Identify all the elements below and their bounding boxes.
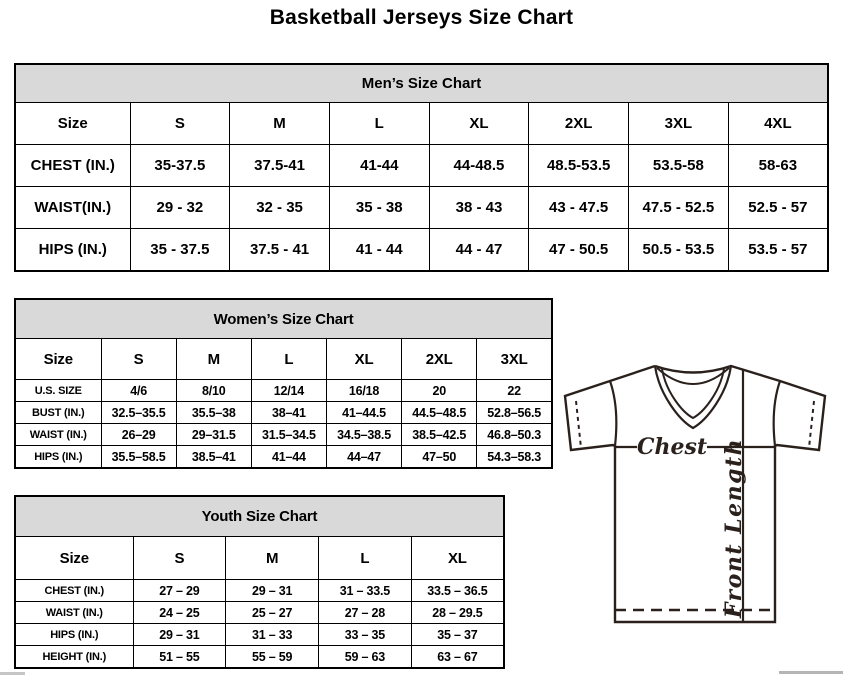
cell: 22 <box>477 380 552 402</box>
row-label: HIPS (IN.) <box>15 624 133 646</box>
cell: 29–31.5 <box>176 424 251 446</box>
row-label: CHEST (IN.) <box>15 145 130 187</box>
cell: 37.5 - 41 <box>230 229 330 272</box>
cell: 44 - 47 <box>429 229 529 272</box>
cell: 38.5–42.5 <box>402 424 477 446</box>
cell: 38 - 43 <box>429 187 529 229</box>
cell: 12/14 <box>251 380 326 402</box>
cell: 27 – 28 <box>319 602 412 624</box>
row-label: HEIGHT (IN.) <box>15 646 133 669</box>
cell: 44.5–48.5 <box>402 402 477 424</box>
page-title: Basketball Jerseys Size Chart <box>269 6 574 29</box>
row-label: WAIST(IN.) <box>15 187 130 229</box>
column-header: L <box>329 103 429 145</box>
cell: 24 – 25 <box>133 602 226 624</box>
cell: 25 – 27 <box>226 602 319 624</box>
cell: 33.5 – 36.5 <box>411 580 504 602</box>
column-header: S <box>130 103 230 145</box>
cell: 20 <box>402 380 477 402</box>
cell: 51 – 55 <box>133 646 226 669</box>
column-header: 2XL <box>402 339 477 380</box>
youth-size-table <box>14 495 505 669</box>
sleeve-seam-right <box>774 381 780 446</box>
cell: 4/6 <box>101 380 176 402</box>
cell: 46.8–50.3 <box>477 424 552 446</box>
column-header: L <box>251 339 326 380</box>
cell: 47.5 - 52.5 <box>629 187 729 229</box>
front-length-label: Front Length <box>721 437 747 619</box>
chest-label: Chest <box>636 434 708 460</box>
cell: 31 – 33 <box>226 624 319 646</box>
column-header: L <box>319 537 412 580</box>
cell: 47–50 <box>402 446 477 469</box>
header-row <box>15 103 828 145</box>
cell: 35 – 37 <box>411 624 504 646</box>
cell: 35.5–38 <box>176 402 251 424</box>
cell: 35 - 38 <box>329 187 429 229</box>
cell: 63 – 67 <box>411 646 504 669</box>
column-header: 4XL <box>728 103 828 145</box>
row-label: HIPS (IN.) <box>15 229 130 272</box>
cell: 50.5 - 53.5 <box>629 229 729 272</box>
row-label: BUST (IN.) <box>15 402 101 424</box>
table-row <box>15 446 552 469</box>
column-header: M <box>230 103 330 145</box>
column-header: XL <box>411 537 504 580</box>
jersey-outline-shape <box>565 366 825 622</box>
table-row <box>15 402 552 424</box>
mens-size-table <box>14 63 829 272</box>
table-row <box>15 646 504 669</box>
row-label: HIPS (IN.) <box>15 446 101 469</box>
table-row <box>15 187 828 229</box>
table-row <box>15 602 504 624</box>
column-header: M <box>226 537 319 580</box>
cell: 31.5–34.5 <box>251 424 326 446</box>
table-row <box>15 424 552 446</box>
sleeve-seam-left <box>610 381 616 446</box>
cell: 16/18 <box>326 380 401 402</box>
womens-size-table-title: Women’s Size Chart <box>15 299 552 339</box>
cell: 44–47 <box>326 446 401 469</box>
table-row <box>15 229 828 272</box>
column-header: XL <box>429 103 529 145</box>
cell: 53.5 - 57 <box>728 229 828 272</box>
cell: 41-44 <box>329 145 429 187</box>
cell: 53.5-58 <box>629 145 729 187</box>
scrollbar-fragment-right[interactable] <box>779 671 843 674</box>
table-row <box>15 380 552 402</box>
mens-size-table-title: Men’s Size Chart <box>15 64 828 103</box>
cell: 58-63 <box>728 145 828 187</box>
table-row <box>15 624 504 646</box>
cell: 28 – 29.5 <box>411 602 504 624</box>
cuff-stitch-right <box>809 401 814 448</box>
cell: 41–44.5 <box>326 402 401 424</box>
column-header: 2XL <box>529 103 629 145</box>
cell: 29 – 31 <box>133 624 226 646</box>
cell: 29 - 32 <box>130 187 230 229</box>
column-header: Size <box>15 537 133 580</box>
cell: 48.5-53.5 <box>529 145 629 187</box>
header-row <box>15 537 504 580</box>
womens-size-table <box>14 298 553 469</box>
cell: 43 - 47.5 <box>529 187 629 229</box>
row-label: WAIST (IN.) <box>15 602 133 624</box>
cell: 31 – 33.5 <box>319 580 412 602</box>
cell: 34.5–38.5 <box>326 424 401 446</box>
row-label: U.S. SIZE <box>15 380 101 402</box>
table-row <box>15 145 828 187</box>
cell: 35.5–58.5 <box>101 446 176 469</box>
row-label: WAIST (IN.) <box>15 424 101 446</box>
cell: 41–44 <box>251 446 326 469</box>
column-header: M <box>176 339 251 380</box>
vneck-collar-inner <box>662 369 724 418</box>
jersey-measurement-diagram <box>558 360 842 632</box>
column-header: Size <box>15 339 101 380</box>
column-header: 3XL <box>629 103 729 145</box>
scrollbar-fragment-left[interactable] <box>0 672 25 675</box>
cell: 8/10 <box>176 380 251 402</box>
cell: 52.5 - 57 <box>728 187 828 229</box>
column-header: XL <box>326 339 401 380</box>
column-header: S <box>133 537 226 580</box>
cuff-stitch-left <box>576 401 581 448</box>
column-header: Size <box>15 103 130 145</box>
cell: 32.5–35.5 <box>101 402 176 424</box>
row-label: CHEST (IN.) <box>15 580 133 602</box>
youth-size-table-title: Youth Size Chart <box>15 496 504 537</box>
cell: 44-48.5 <box>429 145 529 187</box>
header-row <box>15 339 552 380</box>
cell: 35 - 37.5 <box>130 229 230 272</box>
table-row <box>15 580 504 602</box>
cell: 55 – 59 <box>226 646 319 669</box>
cell: 37.5-41 <box>230 145 330 187</box>
cell: 27 – 29 <box>133 580 226 602</box>
cell: 33 – 35 <box>319 624 412 646</box>
cell: 38.5–41 <box>176 446 251 469</box>
cell: 47 - 50.5 <box>529 229 629 272</box>
cell: 54.3–58.3 <box>477 446 552 469</box>
cell: 29 – 31 <box>226 580 319 602</box>
column-header: 3XL <box>477 339 552 380</box>
cell: 38–41 <box>251 402 326 424</box>
cell: 35-37.5 <box>130 145 230 187</box>
cell: 52.8–56.5 <box>477 402 552 424</box>
cell: 32 - 35 <box>230 187 330 229</box>
cell: 41 - 44 <box>329 229 429 272</box>
column-header: S <box>101 339 176 380</box>
cell: 26–29 <box>101 424 176 446</box>
cell: 59 – 63 <box>319 646 412 669</box>
